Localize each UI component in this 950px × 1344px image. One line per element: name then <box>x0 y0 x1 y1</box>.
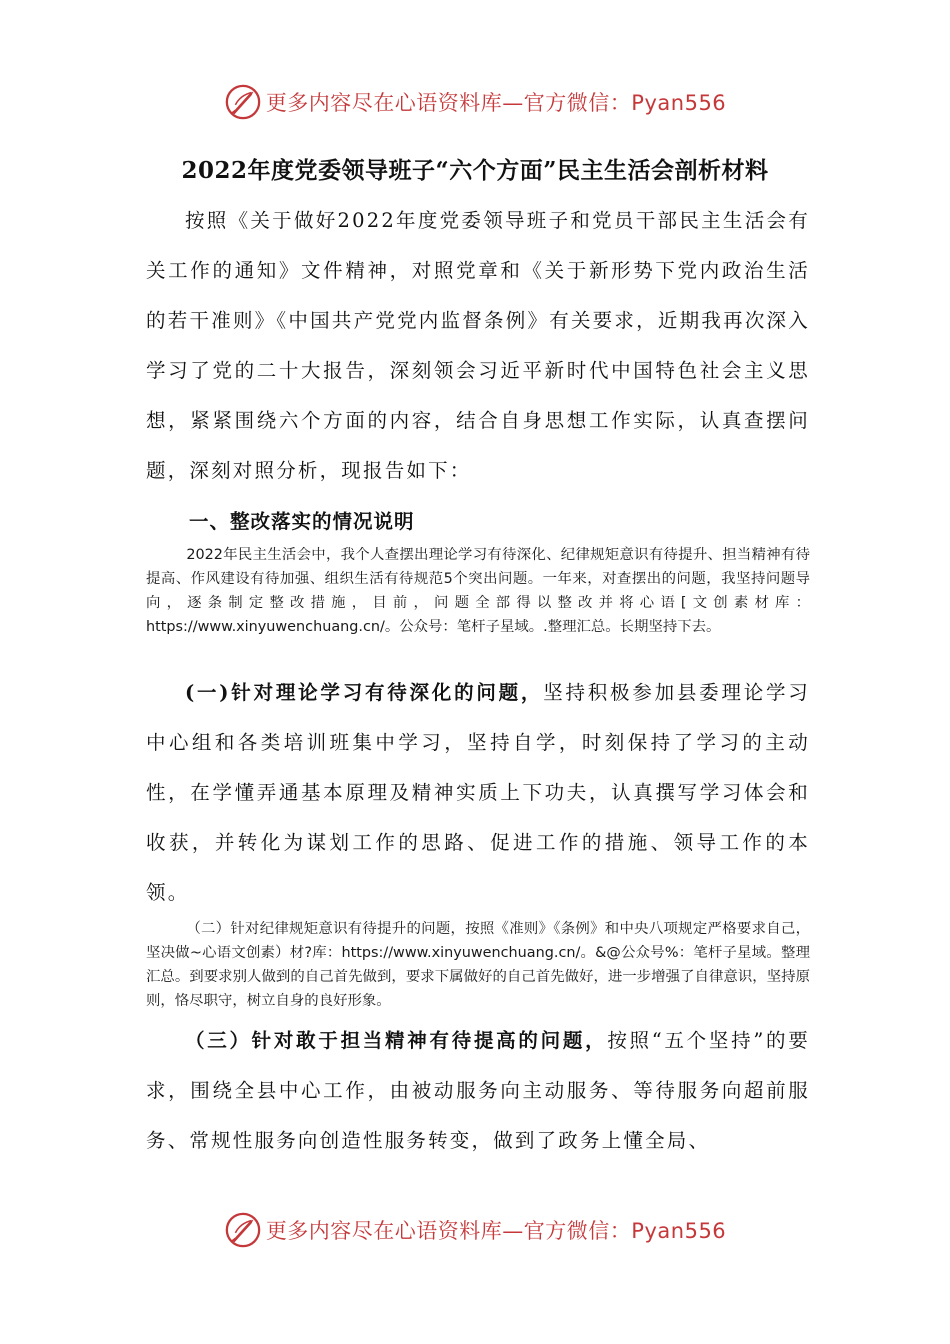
item-1-body: 坚持积极参加县委理论学习中心组和各类培训班集中学习，坚持自学，时刻保持了学习的主动性，在学懂弄通基本原理及精神实质上下功夫，认真撰写学习体会和收获，并转化为谋划工作的思路、促进工作的措施、领导工作的本领。 <box>146 681 810 904</box>
item-3-body: 按照“五个坚持”的要求，围绕全县中心工作，由被动服务向主动服务、等待服务向超前服务、常规性服务向创造性服务转变，做到了政务上懂全局、 <box>146 1029 810 1152</box>
document-title: 2022年度党委领导班子“六个方面”民主生活会剖析材料 <box>181 157 769 184</box>
quill-logo-icon <box>224 83 262 121</box>
watermark-banner-bottom <box>0 1210 950 1250</box>
item-1-lead: (一)针对理论学习有待深化的问题， <box>185 681 544 704</box>
watermark-text: 更多内容尽在心语资料库—官方微信：Pyan556 <box>265 91 727 115</box>
item-3-paragraph <box>146 1016 810 1166</box>
watermark-text: 更多内容尽在心语资料库—官方微信：Pyan556 <box>265 1219 727 1243</box>
intro-paragraph: 按照《关于做好2022年度党委领导班子和党员干部民主生活会有关工作的通知》文件精神，对照党章和《关于新形势下党内政治生活的若干准则》《中国共产党党内监督条例》有关要求，近期我再次深入学习了党的二十大报告，深刻领会习近平新时代中国特色社会主义思想，紧紧围绕六个方面的内容，结合自身思想工作实际，认真查摆问题，深刻对照分析，现报告如下： <box>146 209 810 482</box>
item-2-paragraph: （二）针对纪律规矩意识有待提升的问题，按照《准则》《条例》和中央八项规定严格要求自己，坚决做~心语文创素）材?库：https://www.xinyuwenchuang.cn/。&@公众号%：笔杆子星域。整理汇总。到要求别人做到的自己首先做到，要求下属做好的自己首先做好，进一步增强了自律意识，坚持原则，恪尽职守，树立自身的良好形象。 <box>146 921 810 1009</box>
section-heading: 一、整改落实的情况说明 <box>189 510 415 533</box>
quill-logo-icon <box>224 1211 262 1249</box>
item-3-lead: （三）针对敢于担当精神有待提高的问题， <box>185 1029 608 1052</box>
summary-paragraph: 2022年民主生活会中，我个人查摆出理论学习有待深化、纪律规矩意识有待提升、担当精神有待提高、作风建设有待加强、组织生活有待规范5个突出问题。一年来，对查摆出的问题，我坚持问题导向，逐条制定整改措施，目前，问题全部得以整改并将心语[文创素材库：https://www.xinyuwenchuang.cn/。公众号：笔杆子星域。.整理汇总。长期坚持下去。 <box>146 547 810 635</box>
item-1-paragraph <box>146 668 810 918</box>
watermark-banner-top <box>0 82 950 122</box>
